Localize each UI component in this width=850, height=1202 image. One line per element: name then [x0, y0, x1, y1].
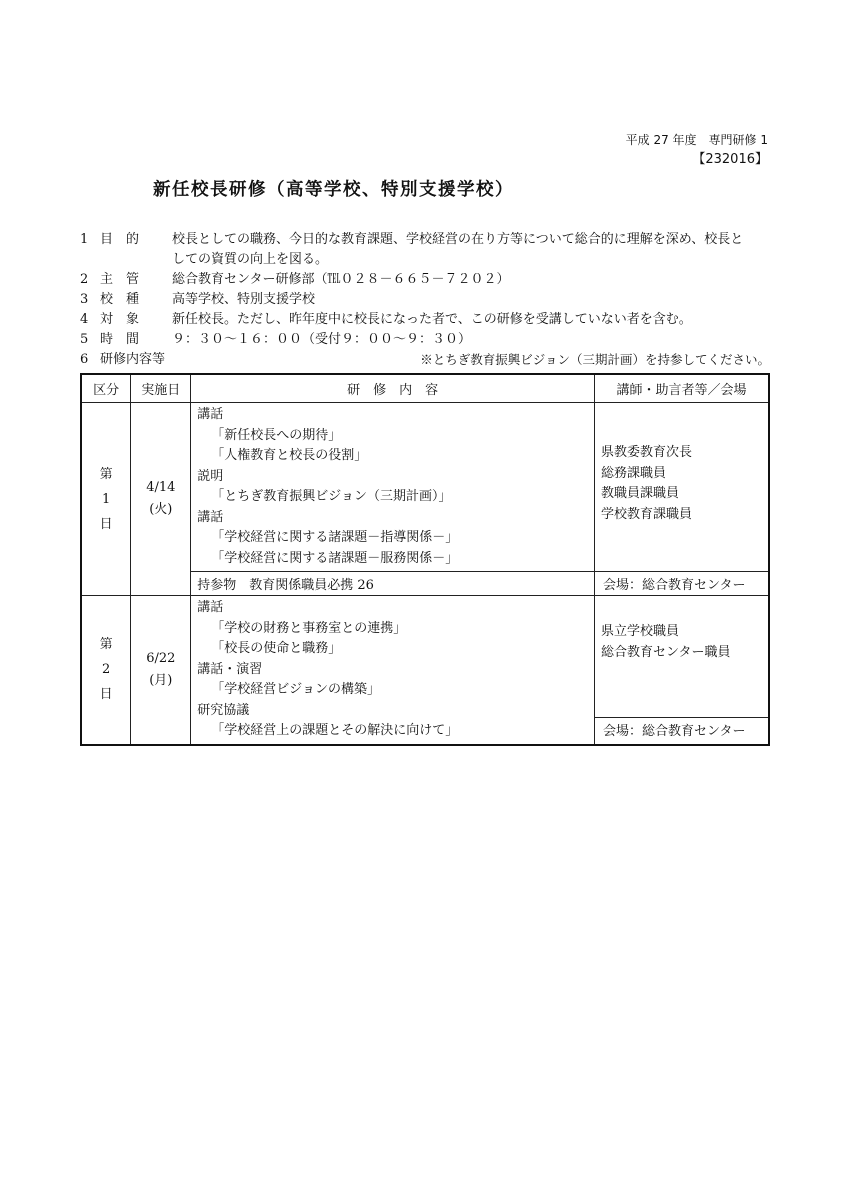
content-line: 「とちぎ教育振興ビジョン（三期計画）」: [211, 489, 452, 504]
year-program: 平成 27 年度 専門研修 1: [625, 133, 768, 147]
item-body: 高等学校、特別支援学校: [172, 292, 316, 307]
content-line: 「学校の財務と事務室との連携」: [211, 620, 407, 636]
content-line: 講話・演習: [197, 661, 263, 677]
venue: 会場：総合教育センター: [594, 572, 769, 596]
item-label: 校 種: [100, 292, 140, 307]
item-label: 時 間: [100, 332, 140, 347]
day-label: [81, 596, 131, 745]
table-header-row: [81, 374, 769, 403]
content-line: 「新任校長への期待」: [211, 427, 342, 443]
day-char: 日: [99, 687, 113, 703]
item-number: 1: [80, 232, 89, 247]
item-number: 2: [80, 272, 89, 287]
item-body: 新任校長。ただし、昨年度中に校長になった者で、この研修を受講していない者を含む。: [172, 312, 692, 327]
header-meta: [626, 130, 768, 170]
program-code: 【232016】: [692, 152, 768, 167]
staff-cell: [594, 403, 769, 572]
content-line: 「学校経営に関する諸課題－服務関係－」: [211, 550, 459, 566]
info-item-time: [80, 330, 770, 350]
item-label: 主 管: [100, 272, 140, 287]
content-line: 説明: [197, 468, 224, 484]
content-line: 「校長の使命と職務」: [211, 641, 342, 656]
staff-line: 県立学校職員: [600, 624, 679, 639]
table-row: [81, 403, 769, 572]
item-number: 4: [80, 312, 89, 327]
item-body-line1: 校長としての職務、今日的な教育課題、学校経営の在り方等について総合的に理解を深め、校長と: [172, 232, 744, 247]
staff-line: 総合教育センター職員: [600, 644, 731, 660]
content-line: 研究協議: [197, 702, 250, 718]
content-line: 「人権教育と校長の役割」: [211, 448, 368, 463]
page-title: 新任校長研修（高等学校、特別支援学校）: [153, 180, 514, 200]
day-char: 第: [99, 637, 113, 653]
item-body: 総合教育センター研修部（℡０２８－６６５－７２０２）: [172, 272, 510, 287]
item-label: 対 象: [100, 312, 140, 327]
weekday-value: (月): [149, 672, 173, 688]
bring-items: 持参物 教育関係職員必携 26: [191, 572, 595, 596]
header-instructor-venue: 講師・助言者等／会場: [594, 374, 769, 403]
item-label: 目 的: [100, 232, 140, 247]
schedule-table: [80, 373, 770, 746]
staff-line: 教職員課職員: [600, 486, 679, 501]
item-number: 5: [80, 332, 89, 347]
item-number: 6: [80, 352, 89, 367]
item-body: ９：３０～１６：００（受付９：００～９：３０）: [172, 332, 472, 347]
staff-line: 県教委教育次長: [600, 445, 692, 460]
item-body: [172, 230, 770, 270]
content-cell: [191, 596, 595, 745]
date-cell: [131, 403, 191, 596]
info-item-school-type: [80, 290, 770, 310]
staff-line: 総務課職員: [600, 465, 666, 481]
item-body-line2: しての資質の向上を図る。: [172, 252, 329, 267]
bring-note: ※とちぎ教育振興ビジョン（三期計画）を持参してください。: [420, 352, 770, 367]
info-item-target: [80, 310, 770, 330]
item-label: 研修内容等: [100, 352, 166, 367]
day-char: 1: [102, 491, 111, 507]
content-line: 講話: [197, 600, 224, 615]
day-char: 日: [99, 516, 113, 532]
content-cell: [191, 403, 595, 572]
table-row: [81, 596, 769, 718]
header-date: 実施日: [131, 374, 191, 403]
day-char: 2: [102, 662, 111, 678]
info-list: [80, 230, 770, 370]
day-label: [81, 403, 131, 596]
content-line: 「学校経営上の課題とその解決に向けて」: [211, 723, 459, 738]
info-item-purpose: [80, 230, 770, 270]
staff-cell: [594, 596, 769, 718]
day-char: 第: [99, 466, 113, 482]
header-content: 研 修 内 容: [191, 374, 595, 403]
content-line: 講話: [197, 407, 224, 422]
date-value: 6/22: [146, 650, 176, 666]
content-line: 「学校経営ビジョンの構築」: [211, 682, 380, 697]
weekday-value: (火): [149, 502, 173, 517]
header-category: 区分: [81, 374, 131, 403]
content-line: 講話: [197, 509, 224, 525]
date-cell: [131, 596, 191, 745]
content-line: 「学校経営に関する諸課題－指導関係－」: [211, 530, 459, 545]
info-item-organizer: [80, 270, 770, 290]
info-item-content: [80, 350, 770, 370]
staff-line: 学校教育課職員: [600, 506, 692, 522]
date-value: 4/14: [146, 480, 176, 495]
venue: 会場：総合教育センター: [594, 718, 769, 745]
item-number: 3: [80, 292, 89, 307]
